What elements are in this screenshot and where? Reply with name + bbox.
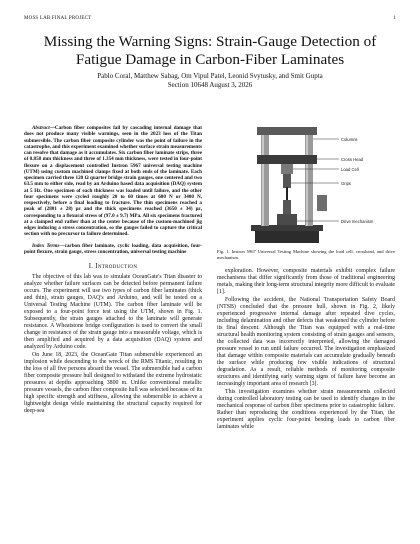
intro-paragraph-2: On June 18, 2023, the OceanGate Titan submersible experienced an implosion while descending to the wreck of the RMS Titanic, resulting in the loss of all five persons aboard the vessel. The submersible had a carbon fiber composite pressure hull designed to withstand the extreme hydrostatic pressures at depths approaching 3800 m. Unlike conventional metallic pressure vessels, the carbon fiber composite hull was selected because of its high specific strength and stiffness, allowing the submersible to achieve a lightweight design while maintaining the structural capacity required for deep-sea — [24, 352, 202, 414]
index-terms-text: —carbon fiber laminate, cyclic loading, data acquisition, four-point flexure, strain gauge, stress concentration, universal testing machine — [24, 242, 202, 255]
right-paragraph-3: This investigation examines whether strain measurements collected during controlled laboratory testing can be used to identify changes in the mechanical response of carbon fiber specimens prior to catastrophic failure. Rather than reproducing the conditions experienced by the Titan, the experiment applies cyclic four-point bending loads to carbon fiber laminates while — [217, 389, 395, 431]
author-block — [24, 72, 396, 90]
utm-photo — [217, 125, 395, 246]
page-number: 1 — [393, 16, 396, 21]
label-load-cell: Load Cell — [341, 167, 359, 172]
abstract-lead: Abstract — [32, 125, 50, 131]
paper-title: Missing the Warning Signs: Strain-Gauge Detection of Fatigue Damage in Carbon-Fiber Laminates — [43, 33, 377, 68]
label-cross-head: Cross Head — [341, 157, 364, 162]
right-column — [217, 125, 395, 432]
affiliation-date: Section 10648 August 3, 2026 — [167, 81, 253, 89]
section-heading-introduction: I. Introduction — [88, 263, 138, 270]
right-paragraph-2: Following the accident, the National Transportation Safety Board (NTSB) concluded that the pressure hull, shown in Fig. 2, likely experienced progressive internal damage after repeated dive cycles, including delamination and other defects that weakened the cylinder before its final descent. Although the Titan was equipped with a real-time structural health monitoring system consisting of strain gauges and sensors, the collected data was incorrectly interpreted, allowing the damaged pressure vessel to run until failure occurred. The investigation emphasized that damage within composite materials can accumulate gradually beneath the surface while producing few visible indications of structural degradation. As a result, reliable methods of monitoring composite structures and identifying early warning signs of failure have become an increasingly important area of research [3]. — [217, 297, 395, 388]
left-column — [24, 125, 202, 416]
abstract — [24, 125, 202, 238]
journal-name: MOSS LAB FINAL PROJECT — [24, 16, 92, 21]
intro-paragraph-1: The objective of this lab was to simulate OceanGate's Titan disaster to analyze whether failure surfaces can be detected before permanent failure occurs. The experiment will use two types of carbon fiber laminates (thick and thin), strain gauges, DAQ's and Arduino, and will be tested on a Universal Testing Machine (UTM). The carbon fiber laminate will be exposed to a four-point force test using the UTM, shown in Fig. 1. Subsequently, the strain gauges attached to the laminate will generate resistance. A Wheatstone bridge configuration is used to convert the small change in resistance of the strain gauge into a measurable voltage, which is then amplified and acquired by a data acquisition (DAQ) system and analyzed by Arduino code. — [24, 274, 202, 350]
index-terms-lead: Index Terms — [32, 242, 60, 249]
index-terms — [24, 243, 202, 256]
figure-caption: Fig. 1. Instron 5967 Universal Testing Machine showing the load cell, crosshead, and drive mechanism. — [217, 249, 395, 260]
label-grips: Grips — [341, 181, 352, 186]
author-names: Pablo Coral, Matthew Sabag, Om Vipul Patel, Leonid Svytusky, and Smit Gupta — [97, 72, 323, 80]
right-paragraph-1: exploration. However, composite materials exhibit complex failure mechanisms that differ significantly from those of traditional engineering metals, making their long-term structural integrity more difficult to evaluate [1]. — [217, 268, 395, 296]
label-columns: Columns — [341, 137, 358, 142]
label-drive-mechanism: Drive mechanism — [341, 219, 374, 224]
figure-utm — [217, 125, 395, 246]
running-head — [24, 16, 396, 24]
abstract-text: —Carbon fiber composites fail by cascading internal damage that does not produce many visible warnings, seen in the 2023 loss of the Titan submersible. The carbon fiber composite cylinder was the point of failure in the catastrophe, and this experiment examined whether surface strain measurements can resolve that damage as it accumulates. Six carbon fiber laminate strips, three of 0.858 mm thickness and three of 1.354 mm thickness, were tested in four-point flexure on a displacement controlled Instron 5967 universal testing machine (UTM) using custom machined clamps fixed at both ends of the laminate. Each specimen carried three 120 Ω quarter bridge strain gauges, one centered and two 63.5 mm to either side, read by an Arduino based data acquisition (DAQ) system at 5 Hz. One specimen of each thickness was loaded until failure, and the other four specimens were cycled roughly 20 to 60 times at 600 N or 3400 N, respectively, before a final loading to fracture. The thin specimens reached a peak of (2801 ± 28) με and the thick specimens reached (3650 ± 34) με, corresponding to a flexural stress of (97.0 ± 9.7) MPa. All six specimens fractured at a clamped end rather than at the center because of the custom-machined jig edges inducing a stress concentration, so the gauges failed to capture the critical section with no precursor to failure determined. — [24, 125, 202, 238]
